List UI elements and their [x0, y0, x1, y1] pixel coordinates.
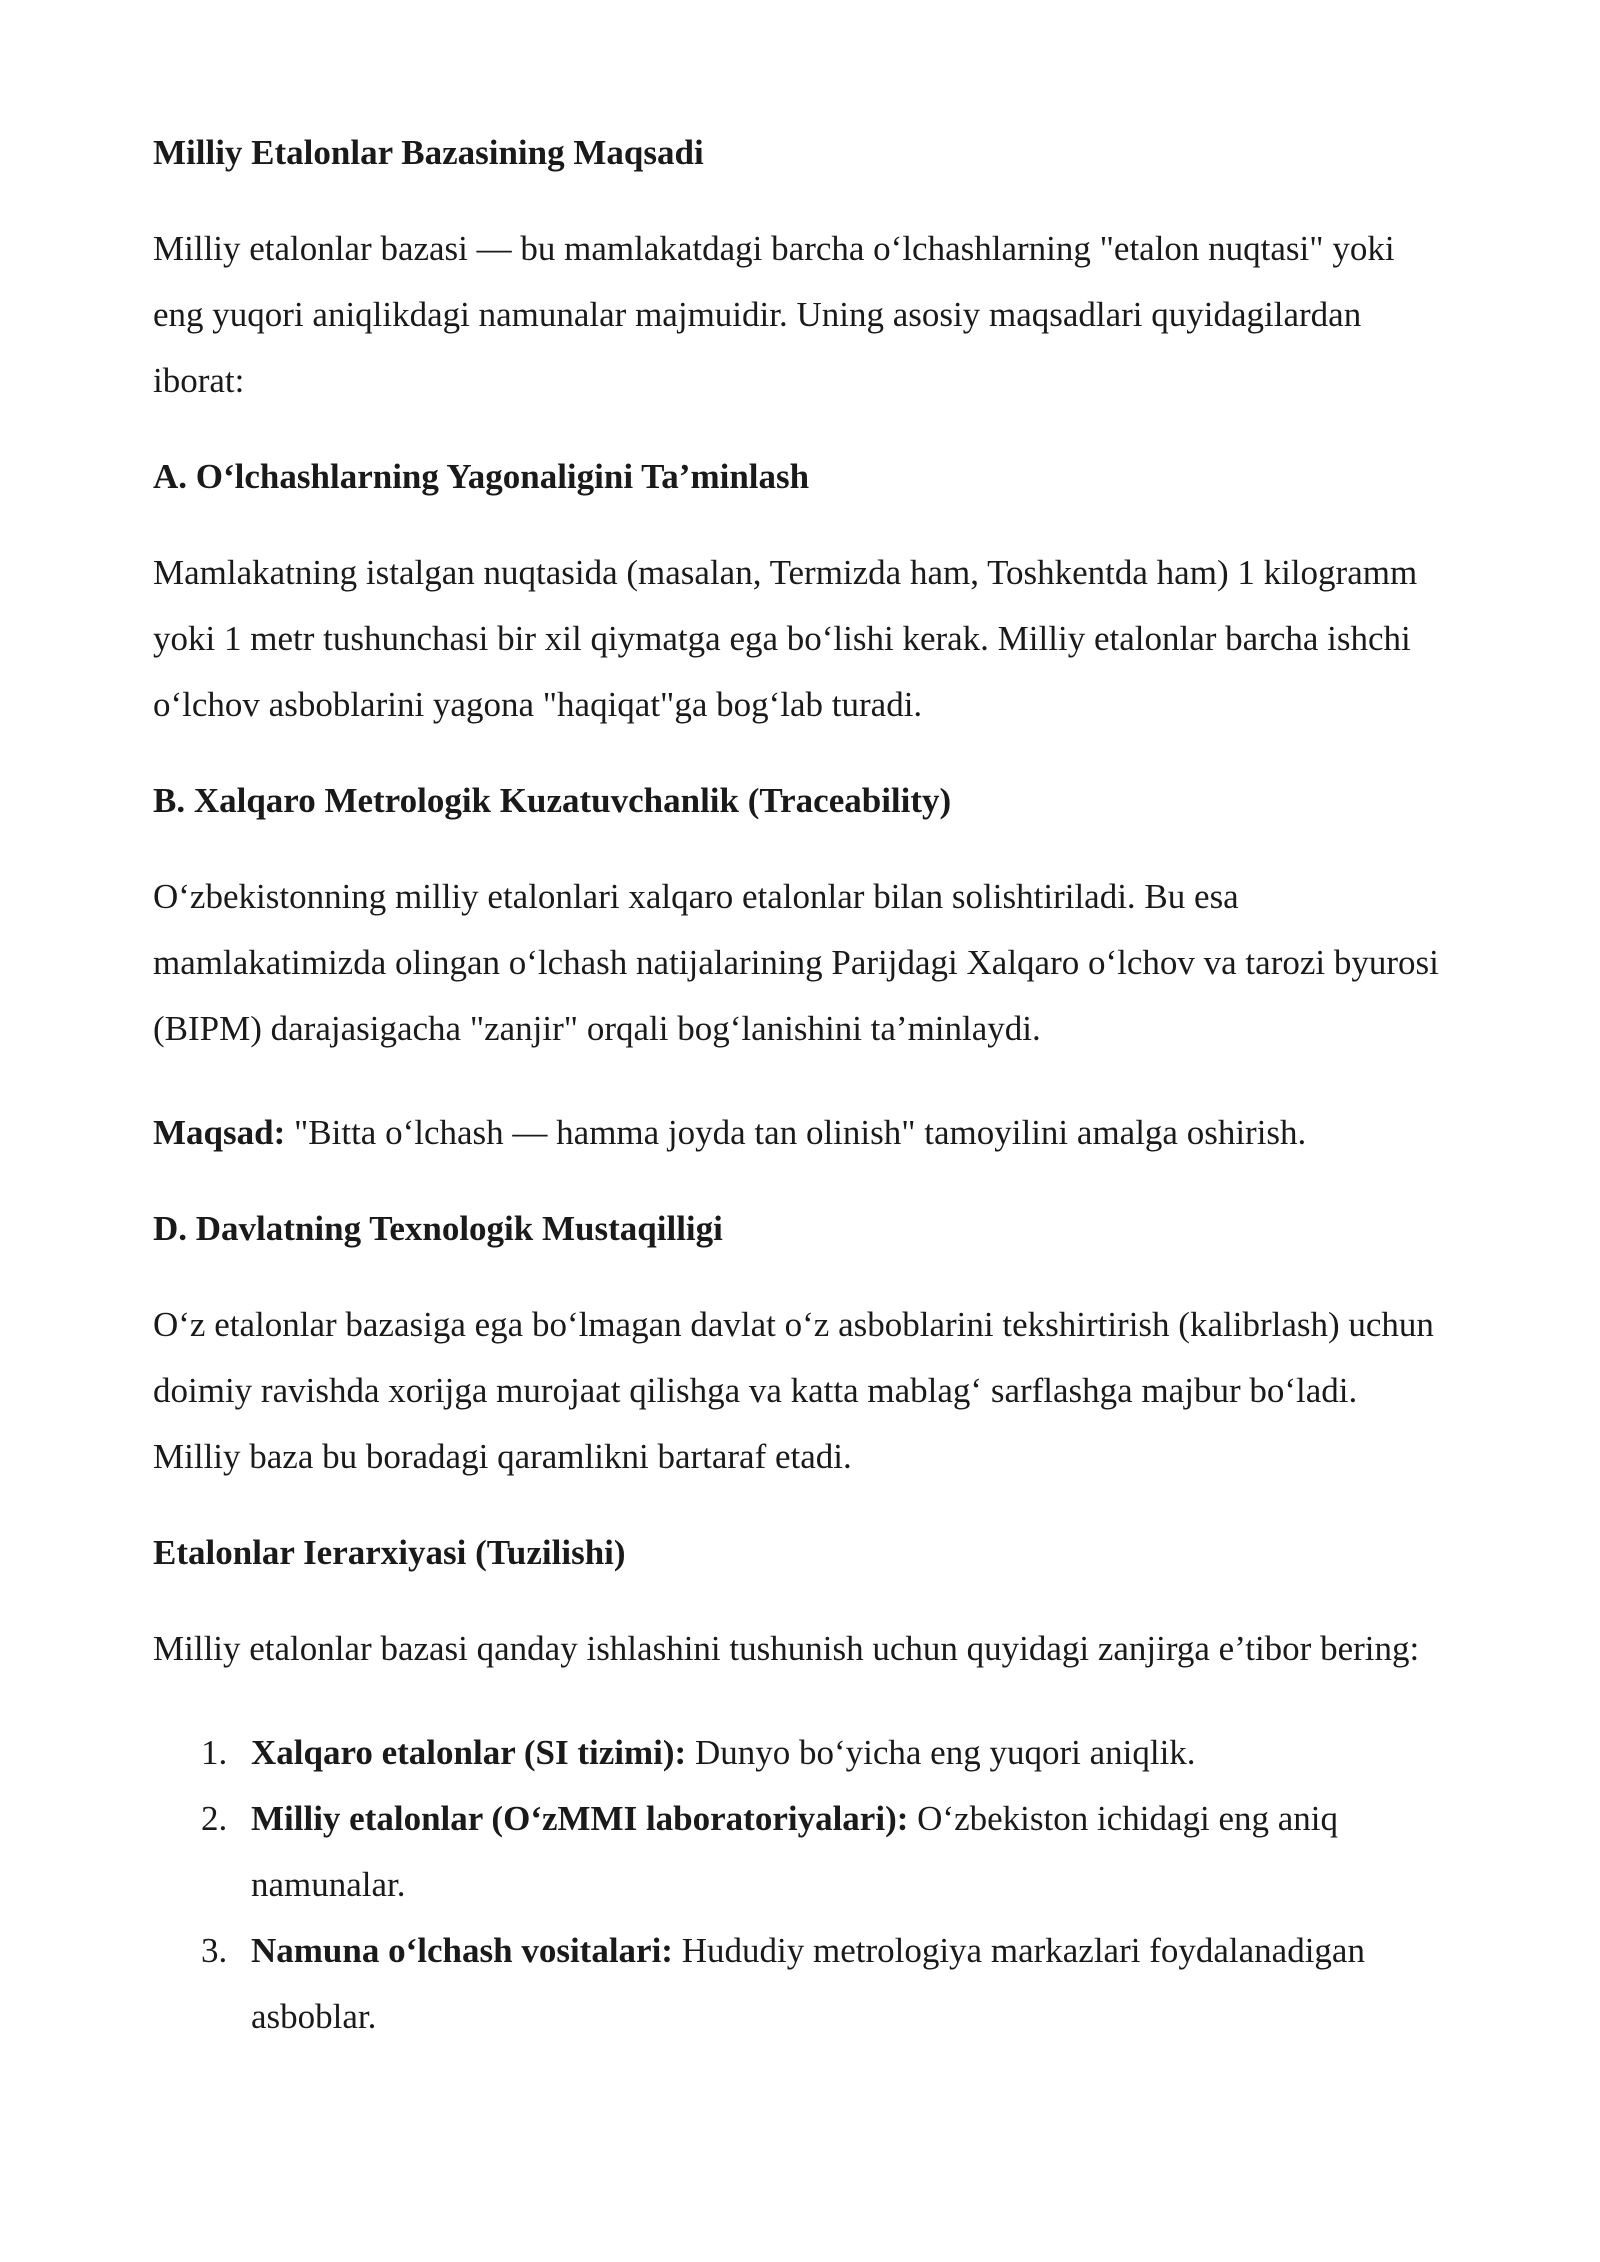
list-item-number: 1.	[201, 1733, 228, 1772]
section-d-paragraph: O‘z etalonlar bazasiga ega bo‘lmagan davlat o‘z asboblarini tekshirtirish (kalibrlash) uchun doimiy ravishda xorijga murojaat qilishga va katta mablag‘ sarflashga majbur bo‘ladi. Milliy baza bu boradagi qaramlikni bartaraf etadi.	[153, 1305, 1434, 1476]
goal-text: "Bitta o‘lchash — hamma joyda tan olinish" tamoyilini amalga oshirish.	[285, 1113, 1307, 1152]
intro-paragraph: Milliy etalonlar bazasi — bu mamlakatdagi barcha o‘lchashlarning "etalon nuqtasi" yoki eng yuqori aniqlikdagi namunalar majmuidir. Uning asosiy maqsadlari quyidagilardan iborat:	[153, 229, 1395, 400]
document-page	[153, 128, 1453, 2050]
section-d-heading: D. Davlatning Texnologik Mustaqilligi	[153, 1209, 723, 1248]
list-item-number: 2.	[201, 1799, 228, 1838]
list-item-number: 3.	[201, 1931, 228, 1970]
goal-paragraph	[153, 1100, 1453, 1166]
hierarchy-list	[153, 1720, 1453, 2050]
list-item-label: Namuna o‘lchash vositalari:	[251, 1931, 673, 1970]
section-a-heading: A. O‘lchashlarning Yagonaligini Ta’minlash	[153, 457, 810, 496]
hierarchy-heading: Etalonlar Ierarxiyasi (Tuzilishi)	[153, 1533, 626, 1572]
list-item-text: Hududiy metrologiya markazlari foydalanadigan asboblar.	[251, 1931, 1365, 2036]
hierarchy-paragraph: Milliy etalonlar bazasi qanday ishlashini tushunish uchun quyidagi zanjirga e’tibor bering:	[153, 1629, 1420, 1668]
list-item-label: Milliy etalonlar (O‘zMMI laboratoriyalari):	[251, 1799, 909, 1838]
list-item-text: Dunyo bo‘yicha eng yuqori aniqlik.	[686, 1733, 1196, 1772]
section-b-heading: B. Xalqaro Metrologik Kuzatuvchanlik (Traceability)	[153, 781, 952, 820]
list-item	[153, 1720, 1453, 1786]
list-item	[153, 1786, 1453, 1918]
list-item-label: Xalqaro etalonlar (SI tizimi):	[251, 1733, 687, 1772]
section-b-paragraph: O‘zbekistonning milliy etalonlari xalqaro etalonlar bilan solishtiriladi. Bu esa mamlakatimizda olingan o‘lchash natijalarining Parijdagi Xalqaro o‘lchov va tarozi byurosi (BIPM) darajasigacha "zanjir" orqali bog‘lanishini ta’minlaydi.	[153, 877, 1439, 1048]
document-title: Milliy Etalonlar Bazasining Maqsadi	[153, 133, 704, 172]
list-item	[153, 1918, 1453, 2050]
list-item-text: O‘zbekiston ichidagi eng aniq namunalar.	[251, 1799, 1338, 1904]
section-a-paragraph: Mamlakatning istalgan nuqtasida (masalan, Termizda ham, Toshkentda ham) 1 kilogramm yoki 1 metr tushunchasi bir xil qiymatga ega bo‘lishi kerak. Milliy etalonlar barcha ishchi o‘lchov asboblarini yagona "haqiqat"ga bog‘lab turadi.	[153, 553, 1418, 724]
goal-label: Maqsad:	[153, 1113, 286, 1152]
